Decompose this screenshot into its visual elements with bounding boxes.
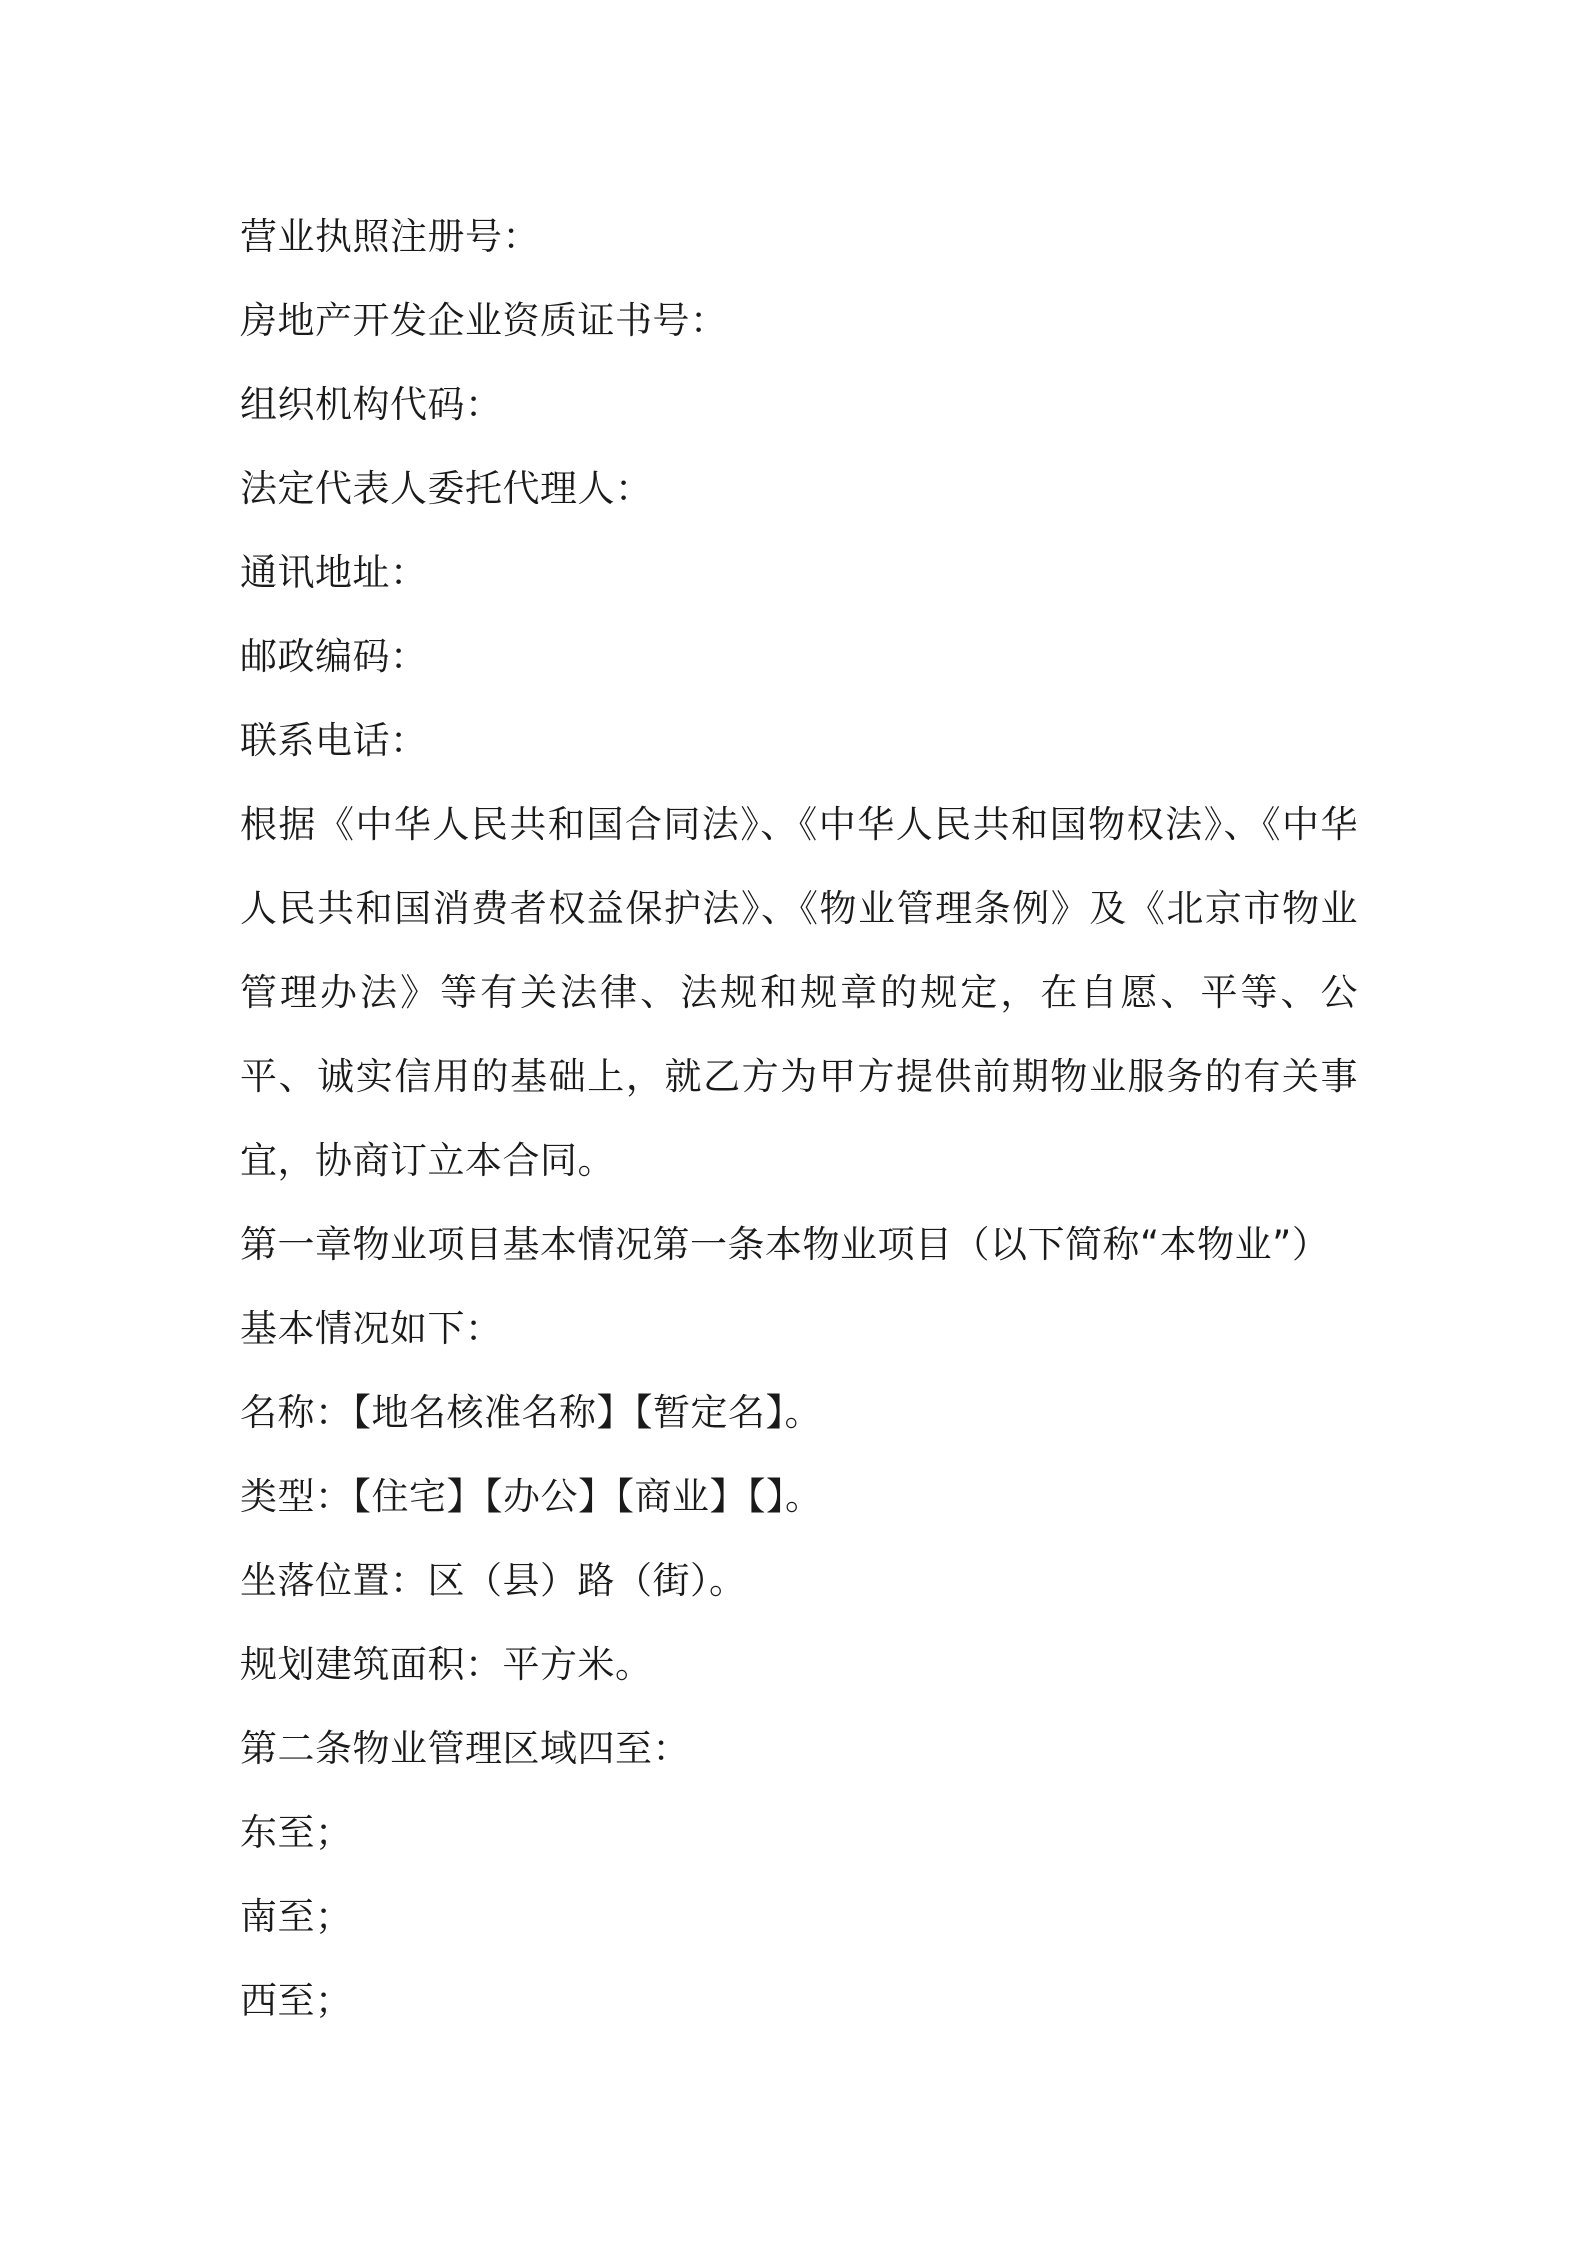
contact-phone-label: 联系电话： [240,719,428,762]
east-boundary-line: 东至； [240,1811,353,1854]
document-body [240,195,1360,2043]
planned-floor-area-line: 规划建筑面积：平方米。 [240,1643,653,1686]
property-type-line: 类型：【住宅】【办公】【商业】【】。 [240,1475,823,1518]
legal-basis-paragraph: 根据《中华人民共和国合同法》、《中华人民共和国物权法》、《中华人民共和国消费者权益保护法》、《物业管理条例》及《北京市物业管理办法》等有关法律、法规和规章的规定，在自愿、平等、公平、诚实信用的基础上，就乙方为甲方提供前期物业服务的有关事宜，协商订立本合同。 [240,803,1358,1182]
chapter-one-heading: 第一章物业项目基本情况第一条本物业项目（以下简称“本物业”） [240,1223,1330,1266]
chapter-one-heading-continued: 基本情况如下： [240,1307,503,1350]
south-boundary-line: 南至； [240,1895,353,1938]
mailing-address-label: 通讯地址： [240,551,428,594]
west-boundary-line: 西至； [240,1979,353,2022]
property-name-line: 名称：【地名核准名称】【暂定名】。 [240,1391,822,1434]
real-estate-qualification-number-label: 房地产开发企业资质证书号： [240,299,728,342]
postal-code-label: 邮政编码： [240,635,428,678]
article-two-boundaries-heading: 第二条物业管理区域四至： [240,1727,690,1770]
organization-code-label: 组织机构代码： [240,383,503,426]
business-license-number-label: 营业执照注册号： [240,215,540,258]
property-location-line: 坐落位置：区（县）路（街）。 [240,1559,747,1602]
legal-representative-agent-label: 法定代表人委托代理人： [240,467,653,510]
